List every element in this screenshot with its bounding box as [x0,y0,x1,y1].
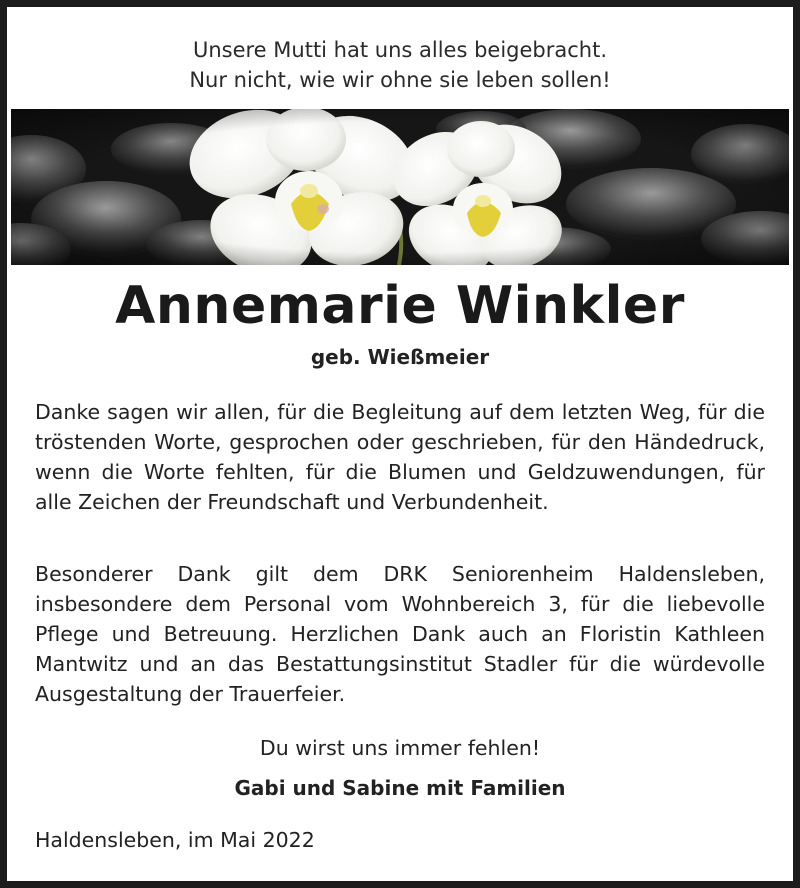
motto-line-1: Unsere Mutti hat uns alles beigebracht. [192,38,608,62]
motto-line-2: Nur nicht, wie wir ohne sie leben sollen! [189,68,611,92]
maiden-name: geb. Wießmeier [310,345,490,369]
thanks-paragraph: Danke sagen wir allen, für die Begleitung auf dem letzten Weg, für die tröstenden Worte, gesprochen oder geschrieben, für den Händedruck, wenn die Worte fehlten, für die Blumen und Geldzuwendungen, für alle Zeichen der Freundschaft und Verbundenheit. [35,400,765,514]
motto [7,35,793,95]
signature: Gabi und Sabine mit Familien [234,776,566,800]
white-orchid-on-dark-stones-icon [11,109,789,265]
deceased-name: Annemarie Winkler [115,276,685,336]
closing-line: Du wirst uns immer fehlen! [259,736,541,760]
place-date: Haldensleben, im Mai 2022 [35,828,315,852]
orchid-photo [11,109,789,265]
special-thanks-paragraph: Besonderer Dank gilt dem DRK Seniorenheim Haldensleben, insbesondere dem Personal vom Wohnbereich 3, für die liebevolle Pflege und Betreuung. Herzlichen Dank auch an Floristin Kathleen Mantwitz und an das Bestattungsinstitut Stadler für die würdevolle Ausgestaltung der Trauerfeier. [35,562,765,706]
